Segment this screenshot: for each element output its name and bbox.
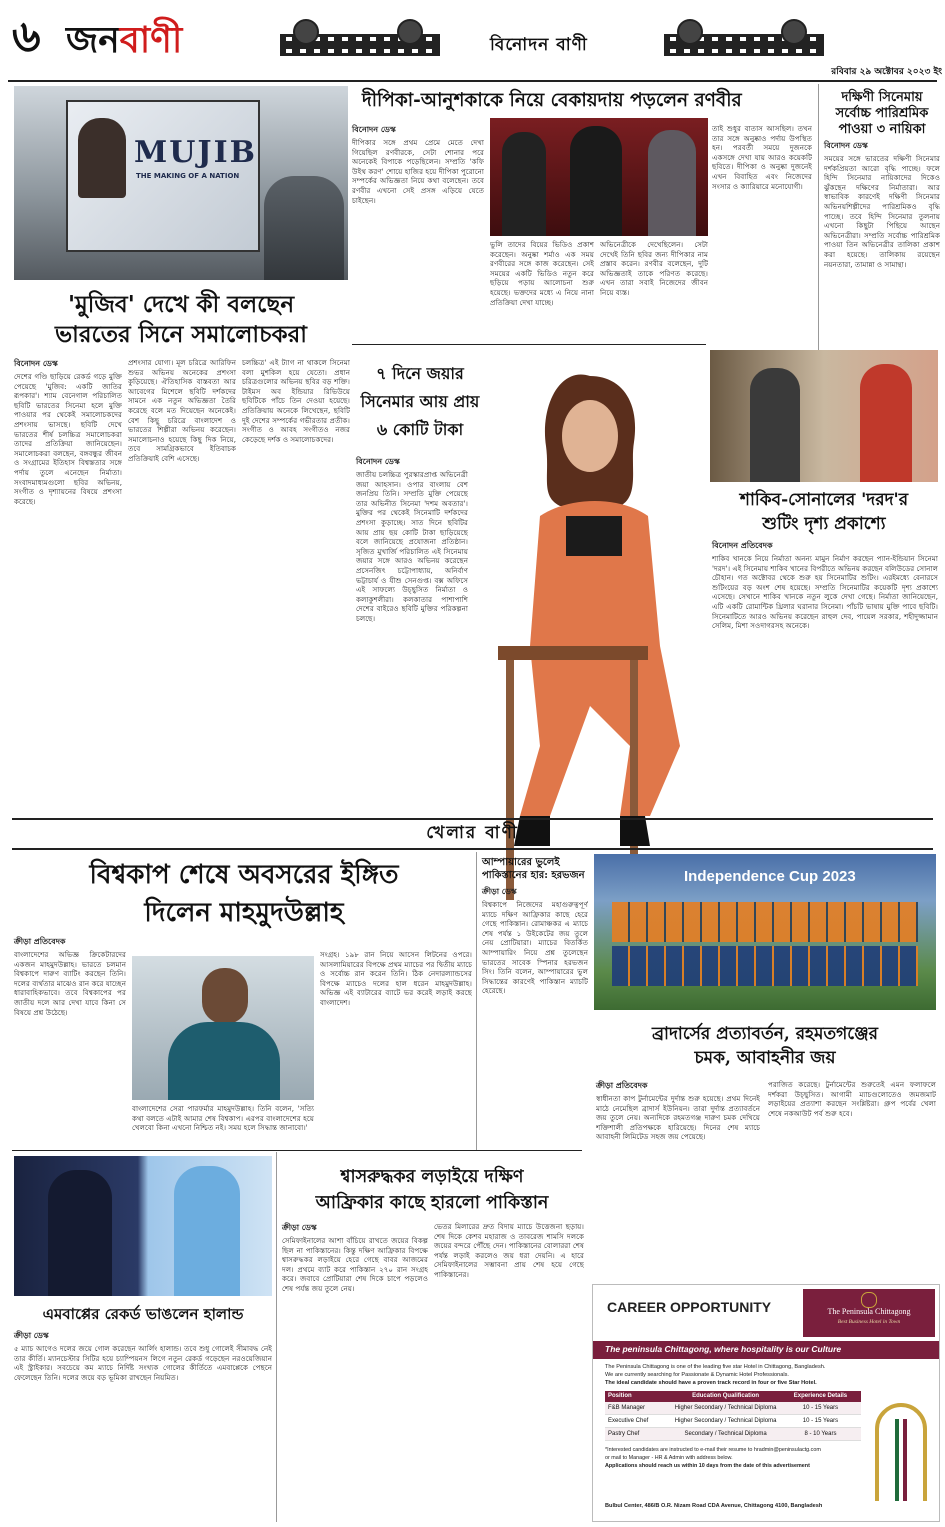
ad-intro-2: We are currently searching for Passionate & Dynamic Hotel Professionals.	[605, 1372, 789, 1378]
mujib-headline-line2: ভারতের সিনে সমালোচকরা	[55, 321, 307, 348]
shakib-headline-line1: শাকিব-সোনালের 'দরদ'র	[739, 490, 909, 510]
mahmud-body-col1: বাংলাদেশের অভিজ্ঞ ক্রিকেটারদের একজন মাহমুদউল্লাহ। ভারতে চলমান বিশ্বকাপে দারুণ ব্যাটিং করছেন তিনি। দলের ব্যর্থতার মাঝেও রান করে যাচ্ছেন ধারাবাহিকভাবে। তবে বিশ্বকাপের পর জাতীয় দলে আর দেখা যাবে কিনা সে বিষয়ে প্রশ্ন উঠেছে।	[14, 950, 126, 1017]
section-title: বিনোদন বাণী	[490, 35, 588, 55]
ad-monogram-graphic	[869, 1389, 933, 1501]
ad-note-1: *Interested candidates are instructed to e-mail their resume to hradmin@peninsulactg.com	[605, 1447, 821, 1453]
independence-body-col2: পরাজিত করেছে। টুর্নামেন্টের শুরুতেই এমন ফলাফলে দর্শকরা উচ্ছ্বসিত। আগামী ম্যাচগুলোতেও জমজমাট লড়াইয়ের প্রত্যাশা করছেন সংশ্লিষ্টরা। গ্রুপ পর্বের খেলা শেষে নকআউট পর্ব শুরু হবে।	[768, 1080, 936, 1118]
mujib-body-col1: দেশের গণ্ডি ছাড়িয়ে রেকর্ড গড়ে মুক্তি পেয়েছে 'মুজিব: একটি জাতির রূপকার'। শ্যাম বেনেগাল পরিচালিত ছবিটি ভারতের সিনেমা হলে মুক্তি পাওয়ার পর থেকেই সমালোচকদের প্রশংসায় ভাসছে। ছবিটি দেখে ভারতের শীর্ষ চলচ্চিত্র সমালোচকরা তাদের প্রতিক্রিয়া জানিয়েছেন। সমালোচকরা বলছেন, বঙ্গবন্ধুর জীবন ও সংগ্রামের ইতিহাস বিশ্বস্ততার সঙ্গে পর্দায় তুলে এনেছেন নির্মাতা। সংবাদমাধ্যমগুলো ছবির অভিনয়, সংগীত ও দৃশ্যায়নের বিষয়ে প্রশংসা করেছে।	[14, 372, 122, 506]
mujib-poster-photo	[14, 86, 348, 280]
mahmud-headline	[14, 856, 474, 932]
mahmud-head	[202, 968, 248, 1024]
ad-cell-position: Pastry Chef	[608, 1431, 640, 1437]
ranbir-body-col2: ভুলি তাদের বিয়ের ভিডিও প্রকাশ করেছেন। অনুষ্কা শর্মাও এক সময় রণবীরের সঙ্গে কাজ করেছেন। সেই সময়ের একটি ভিডিও নতুন করে ছড়িয়ে পড়ায় আলোচনা শুরু হয়েছে। ভক্তদের মধ্যে এ নিয়ে নানা প্রতিক্রিয়া দেখা যাচ্ছে।	[490, 240, 594, 307]
pakistan-body-col2: ভেতর মিলারের দ্রুত বিদায় ম্যাচে উত্তেজনা ছড়ায়। শেষ দিকে কেশব মহারাজ ও তাবরেজ শামসি দলকে জয়ের বন্দরে পৌঁছে দেন। পাকিস্তানের বোলাররা শেষ পর্যন্ত লড়াই করলেও জয় ধরা দেয়নি। এ হারে সেমিফাইনালের সম্ভাবনা প্রায় শেষ হয়ে গেছে পাকিস্তানের।	[434, 1222, 584, 1279]
haaland-body: ৫ ম্যাচ আগেও দলের জয়ে গোল করেছেন আর্লিং হালান্ড। তবে শুধু গোলেই সীমাবদ্ধ নেই তার কীর্তি। ম্যানচেস্টার সিটির হয়ে চ্যাম্পিয়নস লিগে নতুন রেকর্ড গড়েছেন নরওয়েজিয়ান এই স্ট্রাইকার। সবচেয়ে কম ম্যাচে নির্দিষ্ট সংখ্যক গোলের কীর্তিতে এমবাপ্পেকে পেছনে ফেলেছেন তিনি। দলের জয়ে বড় ভূমিকা রাখছেন নিয়মিত।	[14, 1344, 272, 1382]
shakib-scene-photo	[710, 350, 938, 482]
mujib-byline: বিনোদন ডেস্ক	[14, 359, 58, 368]
joya-body: জাতীয় চলচ্চিত্র পুরস্কারপ্রাপ্ত অভিনেত্রী জয়া আহসান। ওপার বাংলায় বেশ জনপ্রিয় তিনি। সম্প্রতি মুক্তি পেয়েছে তার অভিনীত সিনেমা 'দশম অবতার'। মুক্তির পর থেকেই সিনেমাটি দর্শকদের প্রশংসা কুড়াচ্ছে। সাত দিনে ছবিটির আয় প্রায় ছয় কোটি টাকা ছাড়িয়েছে বলে জানিয়েছে প্রযোজনা প্রতিষ্ঠান। সৃজিত মুখার্জি পরিচালিত এই সিনেমায় জয়ার সঙ্গে আরও অভিনয় করেছেন প্রসেনজিৎ চট্টোপাধ্যায়, অনির্বাণ ভট্টাচার্য ও যীশু সেনগুপ্ত। বক্স অফিসে এই সাফল্যে উচ্ছ্বসিত নির্মাতা ও কলাকুশলীরা। কলকাতার পাশাপাশি দেশের বাইরেও ছবিটি মুক্তির পরিকল্পনা চলছে।	[356, 470, 468, 623]
mujib-body-col2: প্রশংসার যোগ্য। মূল চরিত্রে আরিফিন শুভর অভিনয় অনেকের প্রশংসা কুড়িয়েছে। ঐতিহাসিক বাস্তবতা আর আবেগের মিশেলে ছবিটি দর্শকদের সামনে এক নতুন অভিজ্ঞতা তৈরি করেছে বলে মত দিয়েছেন অনেকেই। বেশ কিছু চরিত্রে বাংলাদেশ ও ভারতের শিল্পীরা অভিনয় করেছেন। সমালোচনাও হয়েছে কিছু দিক নিয়ে, তবে সামগ্রিকভাবে ইতিবাচক প্রতিক্রিয়াই বেশি এসেছে।	[128, 358, 236, 463]
ranbir-trio-photo	[490, 118, 708, 236]
photo-person-mbappe	[48, 1170, 112, 1296]
masthead-divider	[8, 80, 937, 82]
pakistan-column-rule	[276, 1152, 277, 1522]
pakistan-headline-line2: আফ্রিকার কাছে হারলো পাকিস্তান	[315, 1193, 549, 1213]
ranbir-body-col3: অভিনেত্রীকে দেখেছিলেন। সেটা দেখেই তিনি ছবির জন্য দীপিকার নাম প্রস্তাব করেন। রণবীর বলেছেন, দুটি অভিজ্ঞতাই তাকে পরিণত করেছে। এখন তারা সবাই নিজেদের জীবন নিয়ে ব্যস্ত।	[600, 240, 708, 297]
pakistan-byline: ক্রীড়া ডেস্ক	[282, 1223, 317, 1232]
independence-team-photo	[594, 854, 936, 1010]
ad-header-education: Education Qualification	[692, 1393, 760, 1399]
ad-note-3: Applications should reach us within 10 days from the date of this advertisement	[605, 1463, 810, 1469]
independence-banner-text: Independence Cup 2023	[684, 868, 856, 885]
hasan-body: বিশ্বকাপে নিজেদের মহাগুরুত্বপূর্ণ ম্যাচে দক্ষিণ আফ্রিকার কাছে হেরে গেছে পাকিস্তান। রোমাঞ্চকর এ ম্যাচে শেষ পর্যন্ত ১ উইকেটের জয় তুলে নেয় প্রোটিয়ারা। ম্যাচের বিতর্কিত আম্পায়ারিং নিয়ে প্রশ্ন তুলেছেন ভারতের সাবেক স্পিনার হরভজন সিং। তিনি বলেন, আম্পায়ারের ভুল সিদ্ধান্তের কারণেই পাকিস্তান ম্যাচটি হেরেছে।	[482, 900, 588, 996]
photo-person-haaland	[174, 1166, 240, 1296]
ad-brand-monogram	[861, 1292, 877, 1308]
ad-intro-3: The ideal candidate should have a proven track record in four or five Star Hotel.	[605, 1380, 817, 1386]
south-body: সময়ের সঙ্গে ভারতের দক্ষিণী সিনেমার দর্শকপ্রিয়তা আরো বৃদ্ধি পাচ্ছে। ফলে হিন্দি সিনেমার নায়িকাদের দিকেও ঝুঁকছেন দক্ষিণের নির্মাতারা। আর স্বাভাবিক কারণেই দক্ষিণী সিনেমার অভিনয়শিল্পীদের পারিশ্রমিকও বৃদ্ধি পাচ্ছে। তবে হিন্দি সিনেমার তুলনায় এখনো কিছুটা পিছিয়ে আছেন অভিনেত্রীরা। সম্প্রতি সর্বোচ্চ পারিশ্রমিক পাওয়া তিন অভিনেত্রীর তালিকা প্রকাশ করা হয়েছে। তালিকায় রয়েছেন নয়নতারা, তামান্না ও সামান্থা।	[824, 154, 940, 269]
ad-table	[605, 1391, 861, 1441]
mahmud-byline: ক্রীড়া প্রতিবেদক	[14, 937, 66, 946]
photo-person-anushka	[648, 130, 696, 236]
team-back-row	[612, 902, 918, 942]
joya-headline: ৭ দিনে জয়ার সিনেমার আয় প্রায় ৬ কোটি টাকা	[360, 364, 480, 439]
table-row	[605, 1402, 861, 1415]
career-ad	[592, 1284, 940, 1522]
shakib-body: শাকিব খানকে নিয়ে নির্মাতা অনন্য মামুন নির্মাণ করছেন প্যান-ইন্ডিয়ান সিনেমা 'দরদ'। এই সিনেমায় শাকিব খানের বিপরীতে অভিনয় করছেন বলিউডের সোনাল চৌহান। গত অক্টোবর থেকে শুরু হয় সিনেমাটির শুটিং। এরইমধ্যে বেনারসে শুটিংয়ের বড় অংশ শেষ হয়েছে। সম্প্রতি সিনেমাটির কয়েকটি দৃশ্য প্রকাশ্যে এসেছে। সেখানে শাকিব খানকে নতুন লুকে দেখা গেছে। নির্মাতা জানিয়েছেন, এটি একটি রোমান্টিক থ্রিলার ঘরানার সিনেমা। পাঁচটি ভাষায় মুক্তি পাবে ছবিটি। সিনেমাটিতে আরও অভিনয় করেছেন রাহুল দেব, পায়েল সরকার, শহীদুজ্জামান সেলিম, মিশা সওদাগরসহ অনেকে।	[712, 554, 938, 631]
table-row	[605, 1415, 861, 1428]
table-row	[605, 1428, 861, 1441]
ad-cell-experience: 10 - 15 Years	[802, 1418, 839, 1424]
hasan-column-rule-left	[476, 852, 477, 1150]
hasan-byline: ক্রীড়া ডেস্ক	[482, 887, 517, 896]
haaland-mbappe-photo	[14, 1156, 272, 1296]
shakib-headline	[710, 488, 938, 536]
ad-brand-box	[803, 1289, 935, 1337]
ad-cell-education: Higher Secondary / Technical Diploma	[674, 1405, 777, 1411]
issue-date: রবিবার ২৯ অক্টোবর ২০২৩ ইং	[831, 67, 942, 77]
south-column-rule	[818, 84, 819, 350]
film-reel-graphic-left	[280, 18, 440, 70]
ad-table-header	[605, 1391, 861, 1402]
ranbir-byline: বিনোদন ডেস্ক	[352, 125, 396, 134]
poster-board	[66, 100, 260, 252]
photo-person-deepika	[570, 126, 622, 236]
ad-brand-name: The Peninsula Chittagong	[827, 1307, 911, 1316]
poster-portrait	[78, 118, 126, 198]
shakib-byline: বিনোদন প্রতিবেদক	[712, 541, 773, 550]
ad-header-experience: Experience Details	[793, 1393, 848, 1399]
independence-headline-line1: ব্রাদার্সের প্রত্যাবর্তন, রহমতগঞ্জের	[651, 1024, 879, 1044]
photo-person-shakib	[750, 368, 800, 482]
ad-address: Bulbul Center, 486/B O.R. Nizam Road CDA Avenue, Chittagong 4100, Bangladesh	[605, 1503, 823, 1509]
ranbir-body-col1: দীপিকার সঙ্গে প্রথম প্রেমে মেতে দেখা গিয়েছিল রণবীরকে, সেটা শোনার পরে অনেকেই বিপাকে পড়েছিলেন। সম্প্রতি 'কফি উইথ করণ' শোয়ে হাজির হয়ে দীপিকা পুরোনো সম্পর্কের অভিজ্ঞতা নিয়ে কথা বলেছেন। তবে রণবীর এখনো সেই প্রসঙ্গ এড়িয়ে যেতে চাইছেন।	[352, 138, 484, 205]
mahmud-body-col2: বাংলাদেশের সেরা পারফর্মার মাহমুদউল্লাহ। তিনি বলেন, 'সত্যি কথা বলতে এটাই আমার শেষ বিশ্বকাপ। এরপর বাংলাদেশের হয়ে খেলবো কিনা এখনো নিশ্চিত নই। সময় হলে সিদ্ধান্ত জানাবো।'	[132, 1104, 314, 1133]
mujib-headline	[14, 290, 348, 350]
hasan-headline-line2: পাকিস্তানের হার: হরভজন	[482, 870, 585, 881]
photo-person-ranbir	[502, 132, 546, 236]
shakib-headline-line2: শুটিং দৃশ্য প্রকাশ্যে	[762, 514, 886, 534]
team-front-row	[612, 946, 918, 986]
page-number: ৬	[12, 11, 41, 62]
pakistan-headline-line1: শ্বাসরুদ্ধকর লড়াইয়ে দক্ষিণ	[340, 1167, 524, 1187]
haaland-headline: এমবাপ্পের রেকর্ড ভাঙলেন হালান্ড	[42, 1305, 244, 1323]
paper-name-part-a: জন	[66, 19, 120, 61]
film-reel-graphic-right	[664, 18, 824, 70]
ranbir-headline: দীপিকা-আনুশকাকে নিয়ে বেকায়দায় পড়লেন রণবীর	[362, 90, 742, 111]
haaland-top-rule	[12, 1150, 582, 1151]
paper-name	[66, 18, 182, 62]
haaland-byline: ক্রীড়া ডেস্ক	[14, 1331, 49, 1340]
ad-cell-education: Higher Secondary / Technical Diploma	[674, 1418, 777, 1424]
hasan-headline	[482, 856, 590, 882]
south-byline: বিনোদন ডেস্ক	[824, 141, 868, 150]
sports-section-banner	[12, 818, 933, 850]
mahmud-photo	[132, 956, 314, 1100]
airport-people	[264, 176, 344, 280]
ad-header-position: Position	[608, 1393, 632, 1399]
mahmud-headline-line2: দিলেন মাহমুদউল্লাহ	[144, 898, 344, 928]
mujib-body-col3: চলচ্চিত্র' এই ট্যাগ না থাকলে সিনেমা বলা মুশকিল হয়ে যেতো। প্রধান চরিত্রগুলোর অভিনয় ছবির বড় শক্তি। টাইমস অব ইন্ডিয়ার রিভিউয়ে ছবিটিকে পাঁচে তিন দেওয়া হয়েছে। প্রতিক্রিয়ায় অনেকে লিখেছেন, ছবিটি দুই দেশের সম্পর্কের গভীরতার প্রতীক। সংগীত ও আবহ সংগীতও নজর কেড়েছে দর্শক ও সমালোচকদের।	[242, 358, 350, 444]
mujib-headline-line1: 'মুজিব' দেখে কী বলছেন	[67, 291, 295, 318]
independence-body-col1: স্বাধীনতা কাপ টুর্নামেন্টের দুর্দান্ত শুরু হয়েছে। প্রথম দিনেই মাঠে নেমেছিল ব্রাদার্স ইউনিয়ন। তারা দুর্দান্ত প্রত্যাবর্তনে জয় তুলে নেয়। অন্যদিকে রহমতগঞ্জ দারুণ চমক দেখিয়ে শক্তিশালী প্রতিপক্ষকে হারিয়েছে। দিনের শেষ ম্যাচে আবাহনী লিমিটেড সহজ জয় পেয়েছে।	[596, 1094, 760, 1142]
mahmud-headline-line1: বিশ্বকাপ শেষে অবসরের ইঙ্গিত	[89, 860, 399, 890]
ad-brand-sub: Best Business Hotel in Town	[837, 1319, 901, 1325]
ad-cell-position: F&B Manager	[608, 1405, 646, 1411]
independence-headline-line2: চমক, আবাহনীর জয়	[694, 1048, 836, 1068]
ad-cell-experience: 10 - 15 Years	[802, 1405, 839, 1411]
ad-note-2: or mail to Manager - HR & Admin with address below.	[605, 1455, 733, 1461]
ad-tagline: The peninsula Chittagong, where hospitality is our Culture	[605, 1344, 842, 1354]
ad-cell-position: Executive Chef	[608, 1418, 649, 1424]
joya-byline: বিনোদন ডেস্ক	[356, 457, 400, 466]
paper-name-part-b: বাণী	[119, 19, 183, 61]
independence-byline: ক্রীড়া প্রতিবেদক	[596, 1081, 648, 1090]
south-headline: দক্ষিণী সিনেমায় সর্বোচ্চ পারিশ্রমিক পাওয়া ৩ নায়িকা	[835, 90, 929, 137]
hasan-headline-line1: আম্পায়ারের ভুলেই	[482, 857, 560, 868]
sports-section-title: খেলার বাণী	[426, 823, 519, 843]
photo-person-sonal	[860, 364, 912, 482]
poster-title: MUJIB	[134, 135, 257, 170]
independence-headline	[594, 1022, 936, 1070]
pakistan-body-col1: সেমিফাইনালের আশা বাঁচিয়ে রাখতে জয়ের বিকল্প ছিল না পাকিস্তানের। কিন্তু দক্ষিণ আফ্রিকার বিপক্ষে শ্বাসরুদ্ধকর লড়াইয়ে হেরে গেছে বাবর আজমের দল। প্রথমে ব্যাট করে পাকিস্তান ২৭০ রান সংগ্রহ করে। জবাবে প্রোটিয়ারা শেষ দিকে চাপে পড়লেও শেষ পর্যন্ত জয় তুলে নেয়।	[282, 1236, 428, 1293]
ad-title: CAREER OPPORTUNITY	[607, 1299, 772, 1315]
joya-top-rule	[352, 344, 706, 345]
masthead	[0, 0, 945, 80]
poster-subtitle: THE MAKING OF A NATION	[136, 172, 240, 180]
ad-cell-education: Secondary / Technical Diploma	[684, 1431, 767, 1437]
ad-tagline-bar	[593, 1341, 939, 1359]
mahmud-body-col3: সংগ্রহ। ১৯৮ রান নিয়ে আসেন লিটনের ওপরে। আসলামিয়ারের বিপক্ষে প্রথম ম্যাচের পর দ্বিতীয় ম্যাচে ও সর্বোচ্চ রান করেন তিনি। ঠিক নেদারল্যান্ডসের বিপক্ষে ম্যাচেও দলের হাল ধরেন মাহমুদউল্লাহ। অভিজ্ঞ এই ব্যাটারের ব্যাটে ভর করেই লড়াই করছে বাংলাদেশ।	[320, 950, 472, 1007]
mahmud-jersey	[168, 1022, 280, 1100]
ad-intro-1: The Peninsula Chittagong is one of the leading five star Hotel in Chittagong, Bangladesh.	[605, 1364, 826, 1370]
ranbir-body-col4: তাই শুধুর বাতাস আসছিল। তখন তার সঙ্গে অনুষ্কাও পর্দায় উপস্থিত হন। পরবর্তী সময়ে দুজনকে একসঙ্গে দেখা যায় আরও কয়েকটি ছবিতে। দীপিকা ও অনুষ্কা দুজনেই এখন বিবাহিত এবং নিজেদের সংসার ও ক্যারিয়ারে মনোযোগী।	[712, 124, 812, 191]
pakistan-headline	[280, 1164, 584, 1216]
ad-cell-experience: 8 - 10 Years	[804, 1431, 837, 1437]
